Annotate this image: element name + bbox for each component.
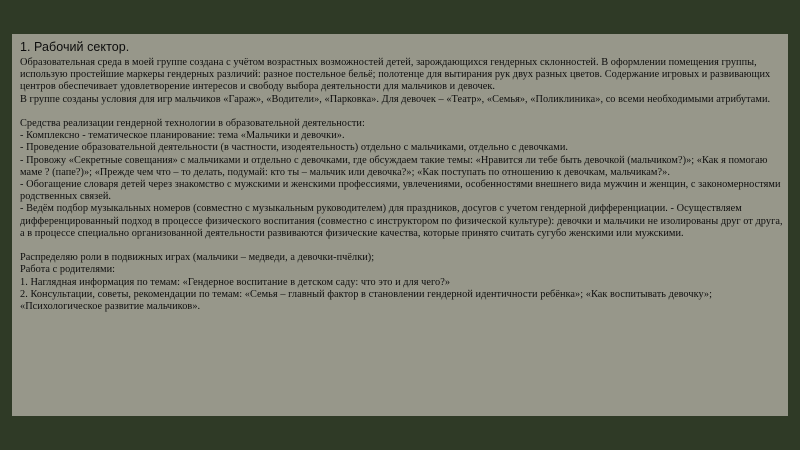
section-heading: 1. Рабочий сектор. bbox=[20, 40, 130, 54]
list-item-separate-activity: - Проведение образовательной деятельности (в частности, изодеятельность) отдельно с мальчиками, отдельно с девочками. bbox=[20, 142, 568, 154]
spacer bbox=[20, 106, 784, 118]
paragraph-parents-title: Работа с родителями: bbox=[20, 264, 116, 276]
paragraph-roles: Распределяю роли в подвижных играх (мальчики – медведи, а девочки-пчёлки); bbox=[20, 252, 375, 264]
paragraph-game-conditions: В группе созданы условия для игр мальчиков «Гараж», «Водители», «Парковка». Для девочек – «Театр», «Семья», «Поликлиника», со всеми необходимыми атрибутами. bbox=[20, 93, 771, 105]
slide-content bbox=[20, 41, 784, 313]
paragraph-means-title: Средства реализации гендерной технологии в образовательной деятельности: bbox=[20, 118, 365, 129]
list-item-vocabulary: - Обогащение словаря детей через знакомство с мужскими и женскими профессиями, увлечениями, особенностями внешнего вида мужчин и женщин, с закономерностями родственных связей. bbox=[20, 179, 781, 203]
paragraph-environment: Образовательная среда в моей группе создана с учётом возрастных возможностей детей, зарождающихся гендерных склонностей. В оформлении помещения группы, использую простейшие маркеры гендерных различий: разное постельное бельё; полотенце для вытирания рук двух разных цветов. Содержание игровых и развивающих центров обеспечивает удовлетворение интересов и свободу выбора деятельности для мальчиков и девочек. bbox=[20, 57, 771, 93]
spacer bbox=[20, 240, 784, 252]
list-item-consultations: 2. Консультации, советы, рекомендации по темам: «Семья – главный фактор в становлении гендерной идентичности ребёнка»; «Как воспитывать девочку»; «Психологическое развитие мальчиков». bbox=[20, 288, 713, 313]
list-item-visual-info: 1. Наглядная информация по темам: «Гендерное воспитание в детском саду: что это и для чего?» bbox=[20, 276, 451, 288]
list-item-music-physical: - Ведём подбор музыкальных номеров (совместно с музыкальным руководителем) для праздников, досугов с учетом гендерной дифференциации. - Осуществляем дифференцированный подход в процессе физического воспитания (совместно с инструктором по физической культуре): девочки и мальчики не изолированы друг от друга, а в процессе специально организованной деятельности развиваются физические качества, которые принято считать сугубо женскими или мужскими. bbox=[20, 203, 783, 239]
list-item-secret-meetings: - Провожу «Секретные совещания» с мальчиками и отдельно с девочками, где обсуждаем такие темы: «Нравится ли тебе быть девочкой (мальчиком?)»; «Как я помогаю маме ? (папе?)»; «Прежде чем что – то делать, подумай: кто ты – мальчик или девочка?»; «Как поступать по отношению к девочкам, мальчикам?». bbox=[20, 154, 768, 178]
list-item-planning: - Комплексно - тематическое планирование: тема «Мальчики и девочки». bbox=[20, 130, 345, 142]
